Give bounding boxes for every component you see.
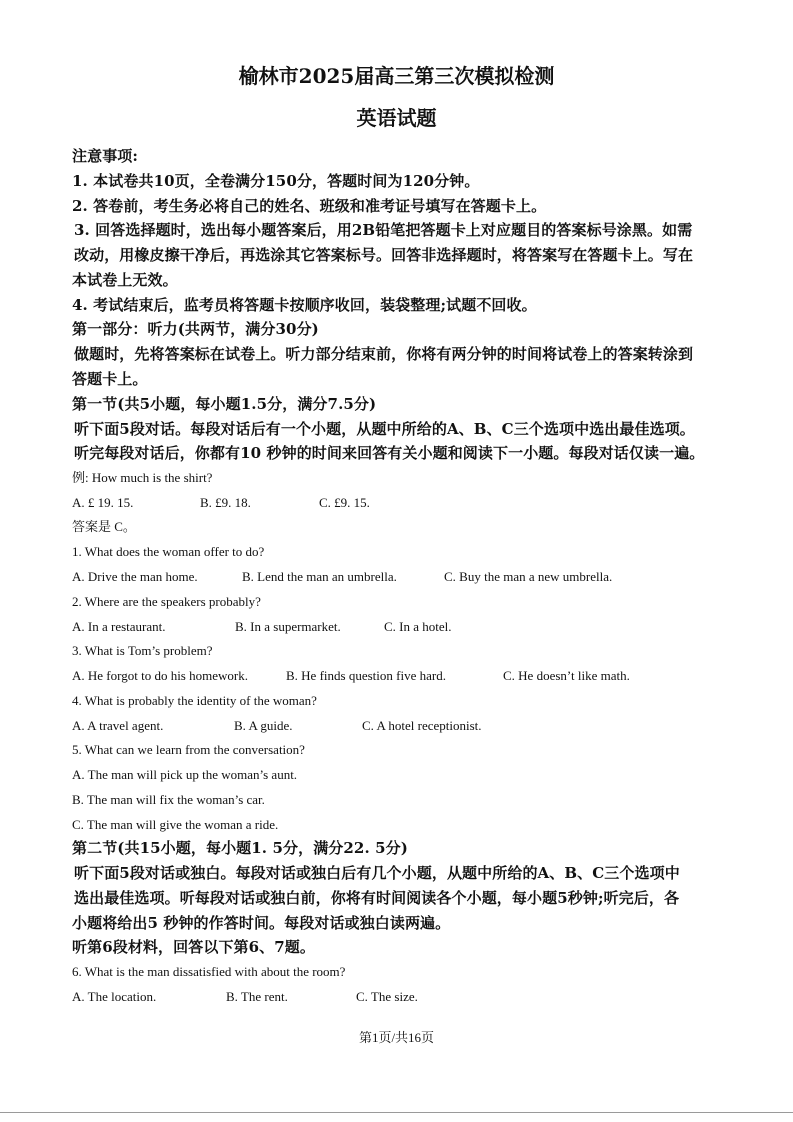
notice-heading: 注意事项: bbox=[72, 147, 139, 165]
q1-option-c: C. Buy the man a new umbrella. bbox=[444, 569, 613, 584]
question-2: 2. Where are the speakers probably? bbox=[72, 594, 261, 609]
q5-option-a: A. The man will pick up the woman’s aunt. bbox=[72, 767, 298, 782]
notice-line: 1. 本试卷共10页，全卷满分150分，答题时间为120分钟。 bbox=[72, 172, 480, 190]
section1-intro-line: 听完每段对话后，你都有10 秒钟的时间来回答有关小题和阅读下一小题。每段对话仅读一遍。 bbox=[74, 444, 705, 462]
q5-option-c: C. The man will give the woman a ride. bbox=[72, 817, 279, 832]
q5-option-b: B. The man will fix the woman’s car. bbox=[72, 792, 265, 807]
question-5: 5. What can we learn from the conversation? bbox=[72, 742, 305, 757]
material-heading: 听第6段材料，回答以下第6、7题。 bbox=[72, 938, 316, 956]
section2-intro-line: 选出最佳选项。听每段对话或独白前，你将有时间阅读各个小题，每小题5秒钟;听完后，各 bbox=[74, 889, 680, 907]
notice-line: 改动，用橡皮擦干净后，再选涂其它答案标号。回答非选择题时，将答案写在答题卡上。写在 bbox=[74, 246, 694, 264]
q2-option-c: C. In a hotel. bbox=[384, 619, 452, 634]
example-answer: 答案是 C。 bbox=[72, 519, 136, 534]
question-3: 3. What is Tom’s problem? bbox=[72, 643, 213, 658]
q3-option-b: B. He finds question five hard. bbox=[286, 668, 446, 683]
section2-intro-line: 听下面5段对话或独白。每段对话或独白后有几个小题，从题中所给的A、B、C三个选项中 bbox=[74, 864, 680, 882]
section2-intro-line: 小题将给出5 秒钟的作答时间。每段对话或独白读两遍。 bbox=[72, 914, 451, 932]
q3-option-a: A. He forgot to do his homework. bbox=[72, 668, 248, 683]
q4-option-b: B. A guide. bbox=[234, 718, 293, 733]
part1-intro-line: 做题时，先将答案标在试卷上。听力部分结束前，你将有两分钟的时间将试卷上的答案转涂到 bbox=[74, 345, 694, 363]
q3-option-c: C. He doesn’t like math. bbox=[503, 668, 630, 683]
example-question: 例: How much is the shirt? bbox=[72, 470, 213, 485]
q6-option-c: C. The size. bbox=[356, 989, 418, 1004]
exam-title: 榆林市2025届高三第三次模拟检测 bbox=[238, 64, 555, 88]
part1-intro-line: 答题卡上。 bbox=[72, 370, 148, 388]
page-bottom-rule bbox=[0, 1112, 793, 1113]
exam-subtitle: 英语试题 bbox=[356, 106, 437, 130]
part1-heading: 第一部分：听力(共两节，满分30分) bbox=[72, 320, 319, 338]
q2-option-a: A. In a restaurant. bbox=[72, 619, 166, 634]
section2-heading: 第二节(共15小题，每小题1. 5分，满分22. 5分) bbox=[72, 839, 408, 857]
q2-option-b: B. In a supermarket. bbox=[235, 619, 341, 634]
notice-line: 3. 回答选择题时，选出每小题答案后，用2B铅笔把答题卡上对应题目的答案标号涂黑。如需 bbox=[74, 221, 693, 239]
notice-line: 2. 答卷前，考生务必将自己的姓名、班级和准考证号填写在答题卡上。 bbox=[72, 197, 547, 215]
question-6: 6. What is the man dissatisfied with about the room? bbox=[72, 964, 346, 979]
example-option-c: C. £9. 15. bbox=[319, 495, 370, 510]
example-option-b: B. £9. 18. bbox=[200, 495, 251, 510]
q6-option-a: A. The location. bbox=[72, 989, 157, 1004]
q4-option-a: A. A travel agent. bbox=[72, 718, 164, 733]
notice-line: 4. 考试结束后，监考员将答题卡按顺序收回，装袋整理;试题不回收。 bbox=[72, 296, 537, 314]
q4-option-c: C. A hotel receptionist. bbox=[362, 718, 482, 733]
q1-option-b: B. Lend the man an umbrella. bbox=[242, 569, 397, 584]
question-4: 4. What is probably the identity of the woman? bbox=[72, 693, 317, 708]
q6-option-b: B. The rent. bbox=[226, 989, 288, 1004]
notice-line: 本试卷上无效。 bbox=[72, 271, 178, 289]
example-option-a: A. £ 19. 15. bbox=[72, 495, 134, 510]
section1-intro-line: 听下面5段对话。每段对话后有一个小题，从题中所给的A、B、C三个选项中选出最佳选项。 bbox=[74, 420, 695, 438]
section1-heading: 第一节(共5小题，每小题1.5分，满分7.5分) bbox=[72, 395, 377, 413]
question-1: 1. What does the woman offer to do? bbox=[72, 544, 265, 559]
page-number: 第1页/共16页 bbox=[358, 1030, 435, 1045]
q1-option-a: A. Drive the man home. bbox=[72, 569, 198, 584]
